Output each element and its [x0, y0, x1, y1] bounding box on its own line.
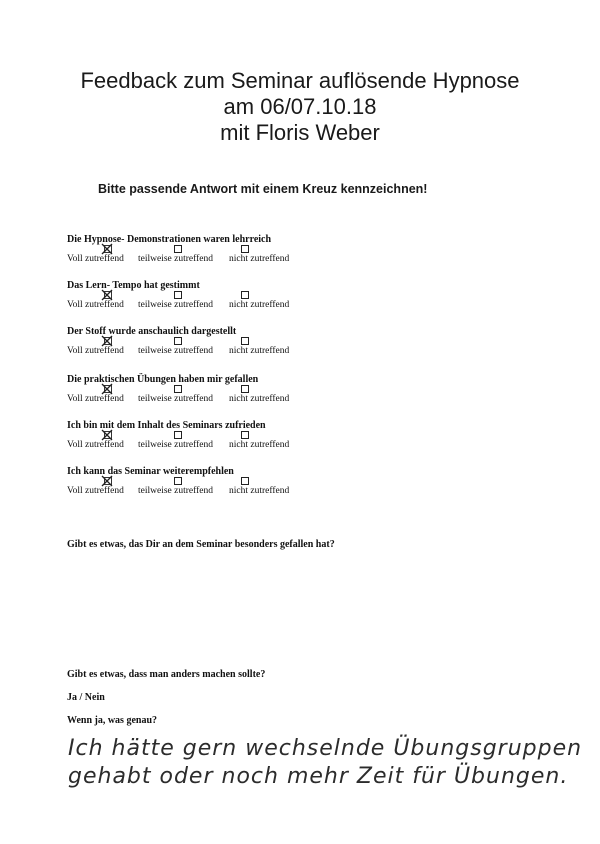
question-text: Der Stoff wurde anschaulich dargestellt [67, 326, 237, 337]
form-title-line-1: Feedback zum Seminar auflösende Hypnose [80, 68, 520, 93]
option-label-teilweise: teilweise zutreffend [138, 394, 213, 404]
option-label-nicht: nicht zutreffend [229, 254, 290, 264]
option-label-nicht: nicht zutreffend [229, 486, 290, 496]
question-block [67, 326, 397, 372]
option-label-nicht: nicht zutreffend [229, 440, 290, 450]
checkbox-teilweise-zutreffend[interactable] [174, 291, 182, 299]
question-block [67, 420, 397, 466]
checkbox-teilweise-zutreffend[interactable] [174, 477, 182, 485]
question-text: Das Lern- Tempo hat gestimmt [67, 280, 200, 291]
question-what-exactly: Wenn ja, was genau? [67, 715, 158, 726]
option-label-nicht: nicht zutreffend [229, 346, 290, 356]
checkbox-teilweise-zutreffend[interactable] [174, 337, 182, 345]
yes-no-choice[interactable]: Ja / Nein [67, 692, 105, 703]
option-label-teilweise: teilweise zutreffend [138, 300, 213, 310]
checkbox-nicht-zutreffend[interactable] [241, 337, 249, 345]
question-text: Ich bin mit dem Inhalt des Seminars zufrieden [67, 420, 266, 431]
handwritten-answer-line-2: gehabt oder noch mehr Zeit für Übungen. [68, 764, 569, 789]
option-label-teilweise: teilweise zutreffend [138, 346, 213, 356]
option-label-voll: Voll zutreffend [67, 440, 124, 450]
option-label-nicht: nicht zutreffend [229, 300, 290, 310]
checkbox-nicht-zutreffend[interactable] [241, 431, 249, 439]
checkbox-teilweise-zutreffend[interactable] [174, 431, 182, 439]
checkbox-nicht-zutreffend[interactable] [241, 245, 249, 253]
question-change: Gibt es etwas, dass man anders machen sollte? [67, 669, 266, 680]
question-block [67, 374, 397, 420]
question-block [67, 234, 397, 280]
handwritten-answer-line-1: Ich hätte gern wechselnde Übungsgruppen [68, 736, 583, 761]
form-title-line-3: mit Floris Weber [220, 120, 380, 145]
option-label-voll: Voll zutreffend [67, 254, 124, 264]
option-label-teilweise: teilweise zutreffend [138, 440, 213, 450]
option-label-voll: Voll zutreffend [67, 300, 124, 310]
option-label-nicht: nicht zutreffend [229, 394, 290, 404]
option-label-teilweise: teilweise zutreffend [138, 254, 213, 264]
checkbox-nicht-zutreffend[interactable] [241, 385, 249, 393]
option-label-voll: Voll zutreffend [67, 394, 124, 404]
checkbox-teilweise-zutreffend[interactable] [174, 245, 182, 253]
checkbox-nicht-zutreffend[interactable] [241, 477, 249, 485]
form-title-line-2: am 06/07.10.18 [223, 94, 377, 119]
question-block [67, 280, 397, 326]
instruction-text: Bitte passende Antwort mit einem Kreuz kennzeichnen! [98, 182, 428, 196]
option-label-voll: Voll zutreffend [67, 486, 124, 496]
question-text: Die Hypnose- Demonstrationen waren lehrreich [67, 234, 272, 245]
question-block [67, 466, 397, 512]
option-label-teilweise: teilweise zutreffend [138, 486, 213, 496]
option-label-voll: Voll zutreffend [67, 346, 124, 356]
question-text: Ich kann das Seminar weiterempfehlen [67, 466, 234, 477]
question-text: Die praktischen Übungen haben mir gefallen [67, 374, 259, 385]
checkbox-teilweise-zutreffend[interactable] [174, 385, 182, 393]
checkbox-nicht-zutreffend[interactable] [241, 291, 249, 299]
question-liked: Gibt es etwas, das Dir an dem Seminar besonders gefallen hat? [67, 539, 335, 550]
